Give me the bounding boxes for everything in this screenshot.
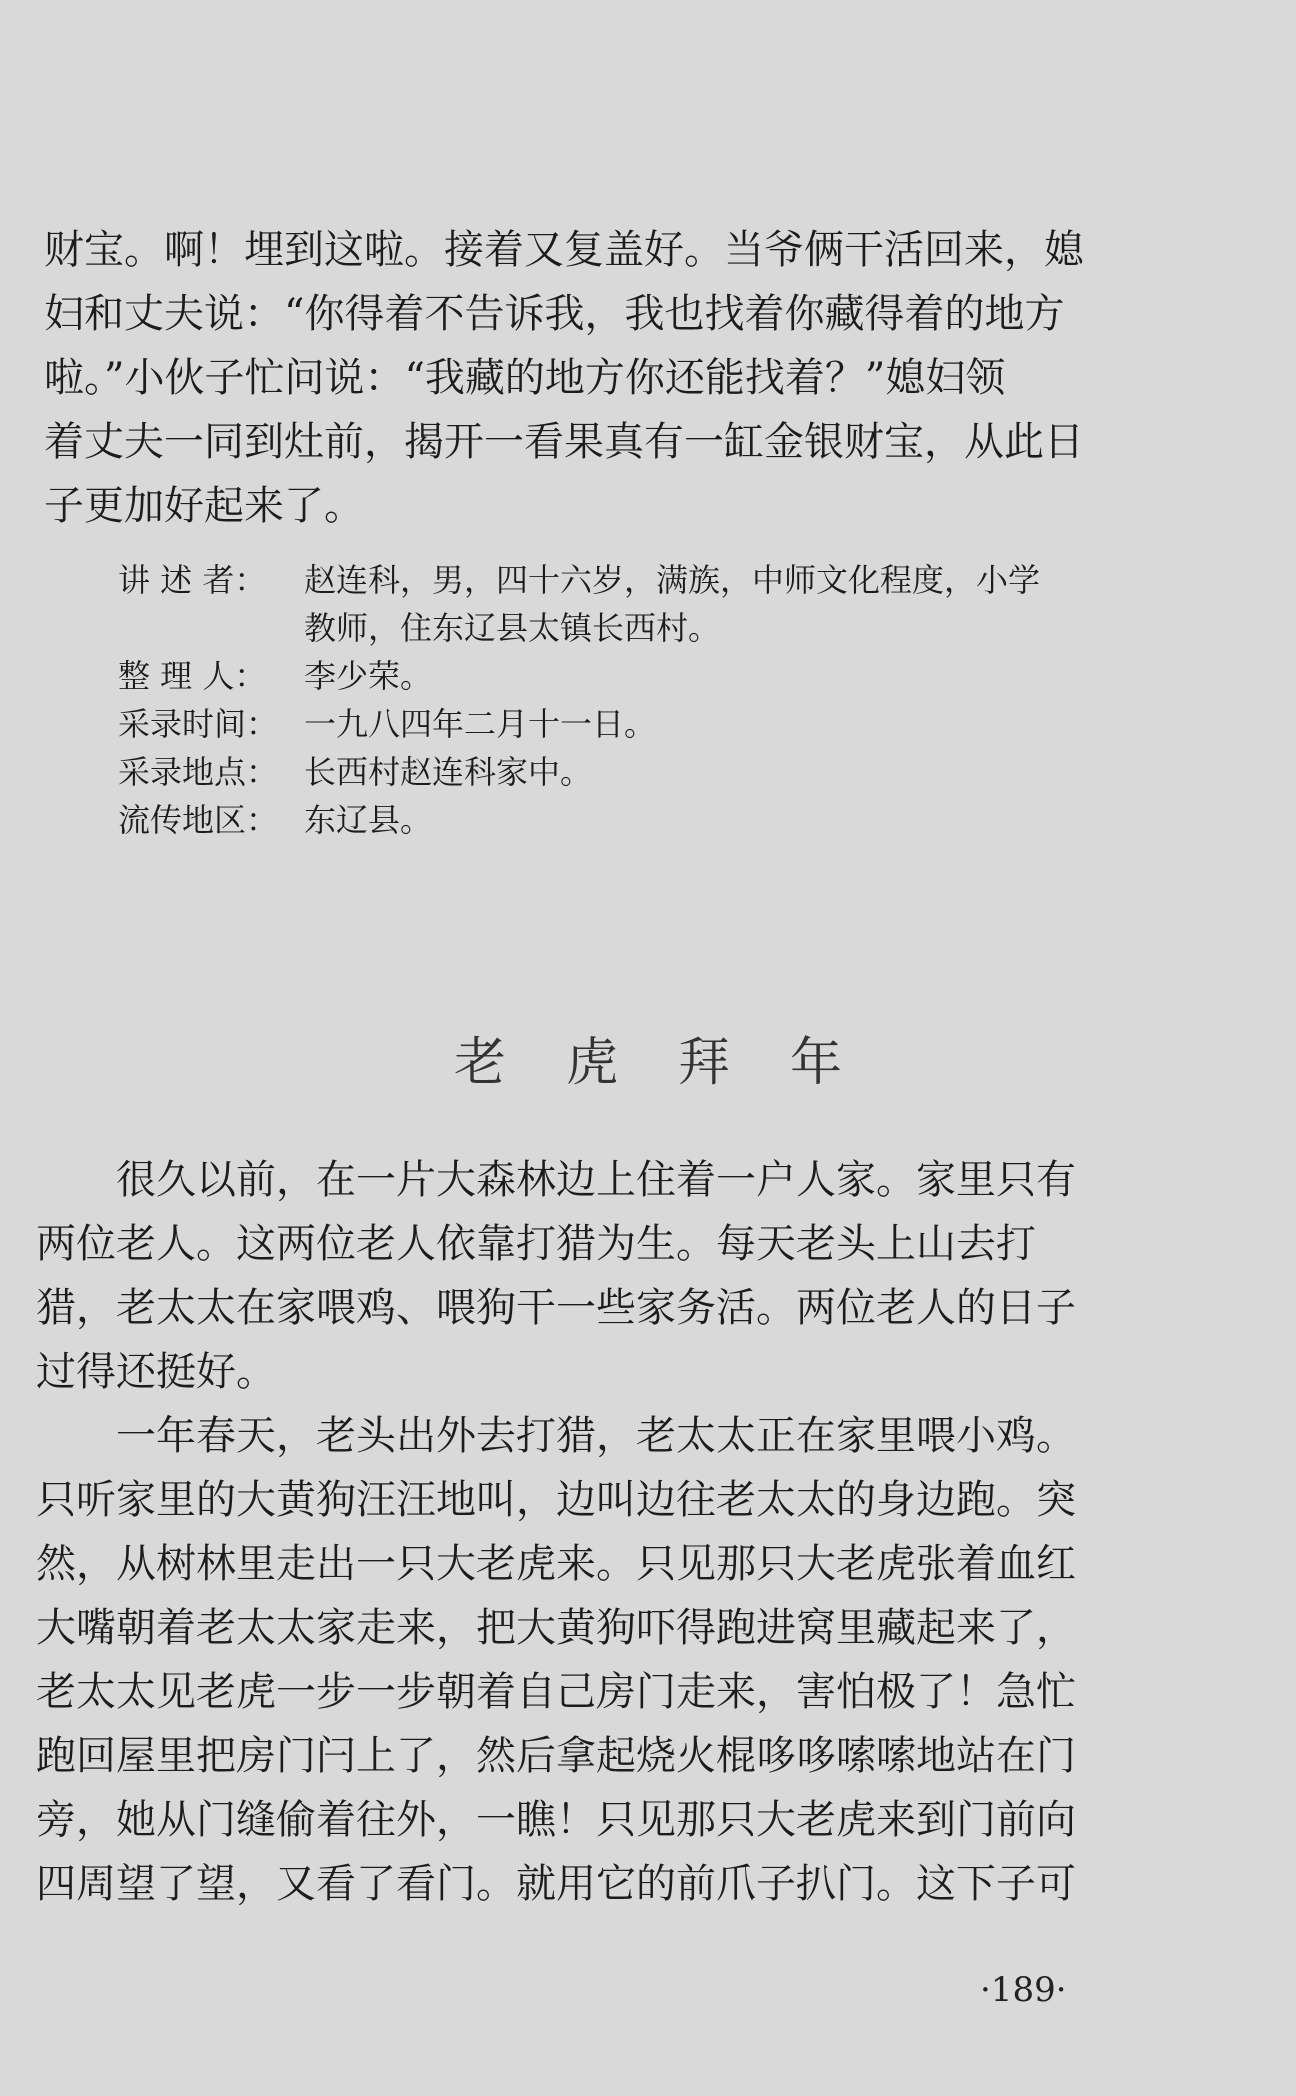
record-time-label: 采录时间： — [118, 705, 279, 743]
text-line: 很久以前，在一片大森林边上住着一户人家。家里只有 — [116, 1157, 1076, 1203]
circulation-area-row — [118, 796, 1184, 844]
previous-story-ending — [44, 218, 1184, 538]
text-line: 着丈夫一同到灶前，揭开一看果真有一缸金银财宝，从此日 — [44, 419, 1084, 465]
narrator-label: 讲 述 者： — [118, 561, 267, 599]
text-line: 一年春天，老头出外去打猎，老太太正在家里喂小鸡。 — [116, 1413, 1076, 1459]
story-metadata — [118, 556, 1184, 844]
text-line: 财宝。啊！埋到这啦。接着又复盖好。当爷俩干活回来，媳 — [44, 227, 1084, 273]
text-line: 猎，老太太在家喂鸡、喂狗干一些家务活。两位老人的日子 — [36, 1285, 1076, 1331]
paragraph — [36, 1148, 1176, 1404]
text-line: 跑回屋里把房门闩上了，然后拿起烧火棍哆哆嗦嗦地站在门 — [36, 1733, 1076, 1779]
text-line: 老太太见老虎一步一步朝着自己房门走来，害怕极了！急忙 — [36, 1669, 1076, 1715]
circulation-area-value: 东辽县。 — [304, 801, 433, 839]
record-place-label: 采录地点： — [118, 753, 279, 791]
record-place-row — [118, 748, 1184, 796]
editor-label: 整 理 人： — [118, 657, 267, 695]
text-line: 妇和丈夫说：“你得着不告诉我，我也找着你藏得着的地方 — [44, 291, 1065, 337]
text-line: 旁，她从门缝偷着往外，一瞧！只见那只大老虎来到门前向 — [36, 1797, 1076, 1843]
circulation-area-label: 流传地区： — [118, 801, 279, 839]
story-title: 老虎拜年 — [453, 1033, 902, 1093]
text-line: 只听家里的大黄狗汪汪地叫，边叫边往老太太的身边跑。突 — [36, 1477, 1076, 1523]
text-line: 过得还挺好。 — [36, 1349, 276, 1395]
text-line: 大嘴朝着老太太家走来，把大黄狗吓得跑进窝里藏起来了， — [36, 1605, 1076, 1651]
text-line: 然，从树林里走出一只大老虎来。只见那只大老虎张着血红 — [36, 1541, 1076, 1587]
text-line: 啦。”小伙子忙问说：“我藏的地方你还能找着？”媳妇领 — [44, 355, 1006, 401]
editor-row — [118, 652, 1184, 700]
text-line: 四周望了望，又看了看门。就用它的前爪子扒门。这下子可 — [36, 1861, 1076, 1907]
narrator-row — [118, 556, 1184, 604]
paragraph — [44, 218, 1184, 538]
record-time-row — [118, 700, 1184, 748]
record-place-value: 长西村赵连科家中。 — [304, 753, 593, 791]
page-number: ·189· — [980, 1970, 1067, 2010]
narrator-value: 赵连科，男，四十六岁，满族，中师文化程度，小学 — [304, 561, 1041, 599]
story-body — [36, 1148, 1176, 1916]
editor-value: 李少荣。 — [304, 657, 433, 695]
text-line: 两位老人。这两位老人依靠打猎为生。每天老头上山去打 — [36, 1221, 1036, 1267]
text-line: 子更加好起来了。 — [44, 483, 364, 529]
paragraph — [36, 1404, 1176, 1916]
narrator-value-continued: 教师，住东辽县太镇长西村。 — [304, 609, 721, 647]
record-time-value: 一九八四年二月十一日。 — [304, 705, 657, 743]
